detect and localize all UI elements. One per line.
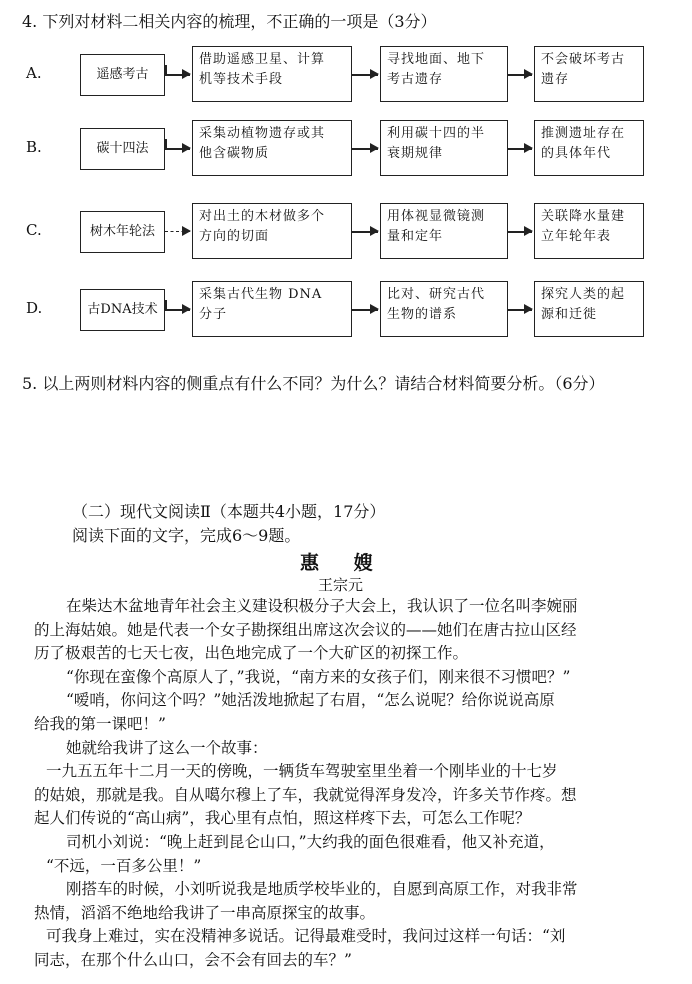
flow-arrow (165, 231, 190, 232)
flow-step-line: 衰期规律 (387, 146, 444, 161)
flow-arrow (165, 74, 190, 76)
story-line: 历了极艰苦的七天七夜，出色地完成了一个大矿区的初探工作。 (34, 644, 469, 663)
flow-step-line: 探究人类的起 (541, 287, 626, 302)
story-line: “你现在蛮像个高原人了，”我说，“南方来的女孩子们，刚来很不习惯吧？” (66, 667, 571, 686)
flow-step-line: 用体视显微镜测 (387, 209, 486, 224)
story-line: “不远，一百多公里！” (46, 856, 202, 875)
option-label: A. (26, 64, 42, 82)
flow-start-box (80, 54, 165, 96)
flow-arrow (352, 74, 378, 76)
flow-step-line: 采集古代生物 DNA (199, 287, 323, 302)
flow-start-box (80, 211, 165, 253)
flow-arrow (508, 231, 532, 233)
flow-step-line: 生物的谱系 (387, 307, 458, 322)
story-line: 可我身上难过，实在没精神多说话。记得最难受时，我问过这样一句话：“刘 (46, 927, 566, 946)
flow-step-line: 利用碳十四的半 (387, 126, 486, 141)
flow-step-line: 分子 (199, 307, 228, 322)
flow-step-line: 推测遗址存在 (541, 126, 626, 141)
flow-step-box (192, 203, 352, 259)
story-line: 一九五五年十二月一天的傍晚，一辆货车驾驶室里坐着一个刚毕业的十七岁 (46, 762, 558, 781)
flow-start-text: 遥感考古 (96, 67, 149, 82)
flow-step-box (380, 120, 508, 176)
flow-step-line: 比对、研究古代 (387, 287, 486, 302)
flow-step-line: 采集动植物遗存或其 (199, 126, 326, 141)
story-line: 在柴达木盆地青年社会主义建设积极分子大会上，我认识了一位名叫李婉丽 (66, 597, 578, 615)
flow-start-box (80, 289, 165, 331)
flow-arrow (165, 309, 190, 311)
story-line: “嗳哨，你问这个吗？”她活泼地掀起了右眉，“怎么说呢？给你说说高原 (66, 691, 555, 710)
flow-step-box (192, 281, 352, 337)
story-author: 王宗元 (318, 576, 364, 594)
flow-start-text: 古DNA技术 (87, 302, 158, 317)
flow-arrow (508, 74, 532, 76)
flow-step-line: 量和定年 (387, 229, 444, 244)
flow-step-box (534, 120, 644, 176)
story-line: 她就给我讲了这么一个故事： (66, 738, 268, 757)
reading-instruction: 阅读下面的文字，完成6～9题。 (72, 526, 301, 545)
option-label: D. (26, 299, 43, 317)
flow-step-line: 不会破坏考古 (541, 52, 626, 67)
flow-step-line: 考古遗存 (387, 72, 444, 87)
flow-start-text: 碳十四法 (96, 141, 149, 156)
flow-step-box (534, 46, 644, 102)
flow-start-text: 树木年轮法 (89, 224, 155, 239)
story-title: 惠 嫂 (300, 552, 387, 574)
story-line: 热情，滔滔不绝地给我讲了一串高原探宝的故事。 (34, 903, 376, 922)
flow-arrow (165, 148, 190, 150)
section-heading: （二）现代文阅读Ⅱ（本题共4小题，17分） (72, 502, 386, 521)
flow-step-box (380, 46, 508, 102)
flow-step-line: 机等技术手段 (199, 72, 284, 87)
flow-start-box (80, 128, 165, 170)
option-label: B. (26, 138, 42, 156)
story-line: 司机小刘说：“晚上赶到昆仑山口，”大约我的面色很难看，他又补充道， (66, 833, 555, 851)
flow-step-line: 源和迁徙 (541, 307, 598, 322)
flow-arrow (352, 148, 378, 150)
flow-step-line: 寻找地面、地下 (387, 52, 486, 67)
story-line: 刚搭车的时候，小刘听说我是地质学校毕业的，自愿到高原工作，对我非常 (66, 880, 578, 899)
flow-step-box (534, 281, 644, 337)
flow-step-line: 遗存 (541, 72, 570, 87)
story-line: 起人们传说的“高山病”，我心里有点怕，照这样疼下去，可怎么工作呢？ (34, 809, 531, 828)
flow-step-box (534, 203, 644, 259)
flow-arrow (508, 148, 532, 150)
flow-step-line: 关联降水量建 (541, 209, 626, 224)
flow-step-line: 方向的切面 (199, 229, 270, 244)
flow-arrow (352, 231, 378, 233)
story-line: 给我的第一课吧！” (34, 715, 166, 733)
flow-step-box (380, 281, 508, 337)
flow-step-box (192, 46, 352, 102)
question-5-stem: 5. 以上两则材料内容的侧重点有什么不同？为什么？请结合材料简要分析。（6分） (22, 374, 605, 393)
flow-step-line: 借助遥感卫星、计算 (199, 52, 326, 67)
flow-step-box (192, 120, 352, 176)
flow-step-line: 对出土的木材做多个 (199, 209, 326, 224)
story-line: 的上海姑娘。她是代表一个女子勘探组出席这次会议的——她们在唐古拉山区经 (34, 620, 577, 639)
flow-step-box (380, 203, 508, 259)
question-4-stem: 4. 下列对材料二相关内容的梳理，不正确的一项是（3分） (22, 12, 437, 31)
option-label: C. (26, 221, 42, 239)
story-line: 同志，在那个什么山口，会不会有回去的车？” (34, 951, 352, 969)
story-line: 的姑娘，那就是我。自从噶尔穆上了车，我就觉得浑身发冷，许多关节作疼。想 (34, 785, 577, 804)
flow-arrow (508, 309, 532, 311)
flow-step-line: 他含碳物质 (199, 146, 270, 161)
flow-step-line: 的具体年代 (541, 146, 612, 161)
flow-step-line: 立年轮年表 (541, 229, 612, 244)
flow-arrow (352, 309, 378, 311)
